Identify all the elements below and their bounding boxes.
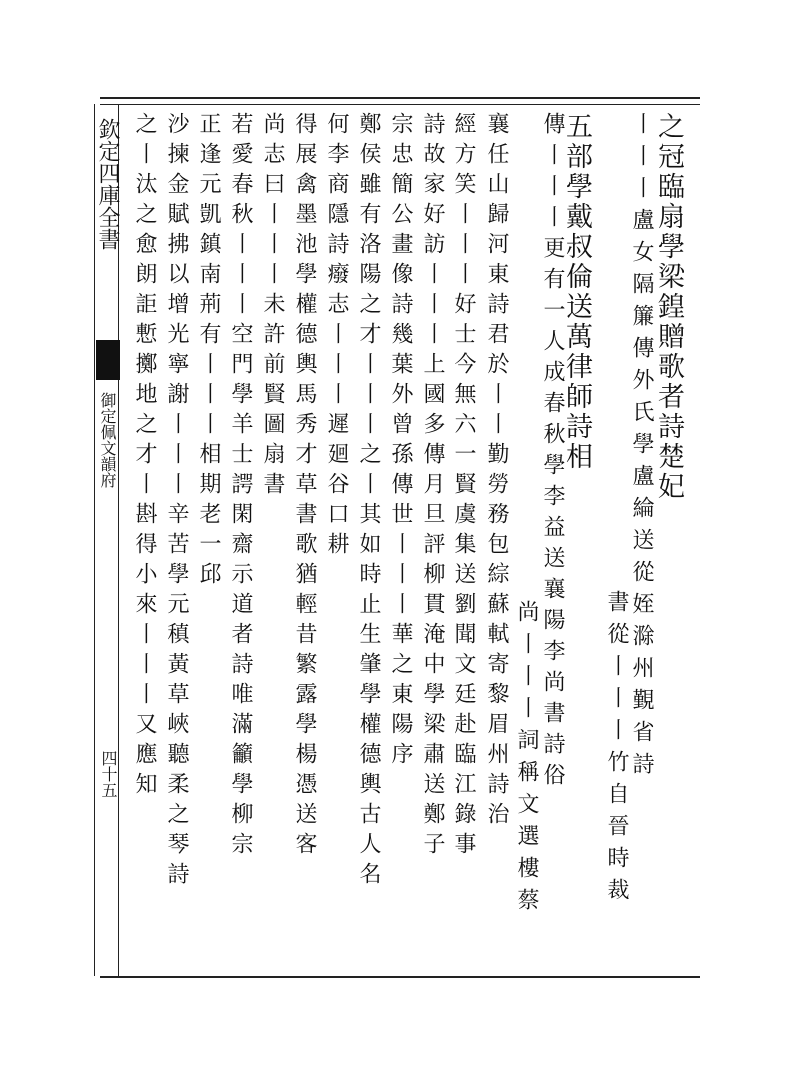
- bottom-border: [100, 976, 700, 978]
- text-column-5: 傳丨丨丨更有一人成春秋學李益送襄陽李尚書詩俗: [540, 112, 565, 794]
- text-column-4: 五部學戴叔倫送萬律師詩相: [561, 112, 592, 472]
- text-column-3: 書從丨丨丨竹自晉時裁: [604, 590, 629, 910]
- text-column-7: 襄任山歸河東詩君於丨丨勤勞務包綜蘇軾寄黎眉州詩治: [484, 112, 509, 832]
- text-column-14: 尚志曰丨丨丨未許前賢圖扇書: [260, 112, 285, 502]
- text-column-2: 丨丨丨盧女隔簾傳外氏學盧綸送從姪滁州覲省詩: [629, 112, 654, 784]
- section-title: 御定佩文韻府: [98, 392, 117, 488]
- book-title: 欽定四庫全書: [95, 118, 120, 250]
- fishtail-mark: [96, 340, 120, 380]
- text-column-12: 何李商隱詩癈志丨丨丨遲廻谷口耕: [324, 112, 349, 562]
- text-column-15: 若愛春秋丨丨丨空門學羊士諤閑齋示道者詩唯滿籲學柳宗: [228, 112, 253, 862]
- text-column-1: 之冠臨扇學梁鍠贈歌者詩楚妃: [653, 112, 684, 502]
- text-column-6: 尚丨丨丨詞稱文選樓蔡: [514, 600, 539, 920]
- text-column-13: 得展禽墨池學權德輿馬秀才草書歌猶輕昔繁露學楊憑送客: [292, 112, 317, 862]
- page-number: 四十五: [99, 750, 118, 798]
- top-border-inner: [100, 104, 700, 105]
- text-column-16: 正逢元凱鎮南荊有丨丨丨相期老一邱: [196, 112, 221, 592]
- top-border: [100, 97, 700, 99]
- text-column-8: 經方笑丨丨丨好士今無六一賢虞集送劉聞文廷赴臨江錄事: [451, 112, 476, 862]
- text-column-18: 之丨汰之愈朗詎慙擲地之才丨斟得小來丨丨丨又應知: [132, 112, 157, 802]
- text-column-11: 鄭侯雖有洛陽之才丨丨丨之丨其如時止生肇學權德輿古人名: [356, 112, 381, 892]
- text-column-17: 沙揀金賦拂以增光寧謝丨丨丨辛苦學元稹黃草峽聽柔之琴詩: [164, 112, 189, 892]
- text-column-9: 詩故家好訪丨丨丨上國多傳月旦評柳貫淹中學梁肅送鄭子: [420, 112, 445, 862]
- text-column-10: 宗忠簡公畫像詩幾葉外曾孫傳世丨丨丨華之東陽序: [388, 112, 413, 772]
